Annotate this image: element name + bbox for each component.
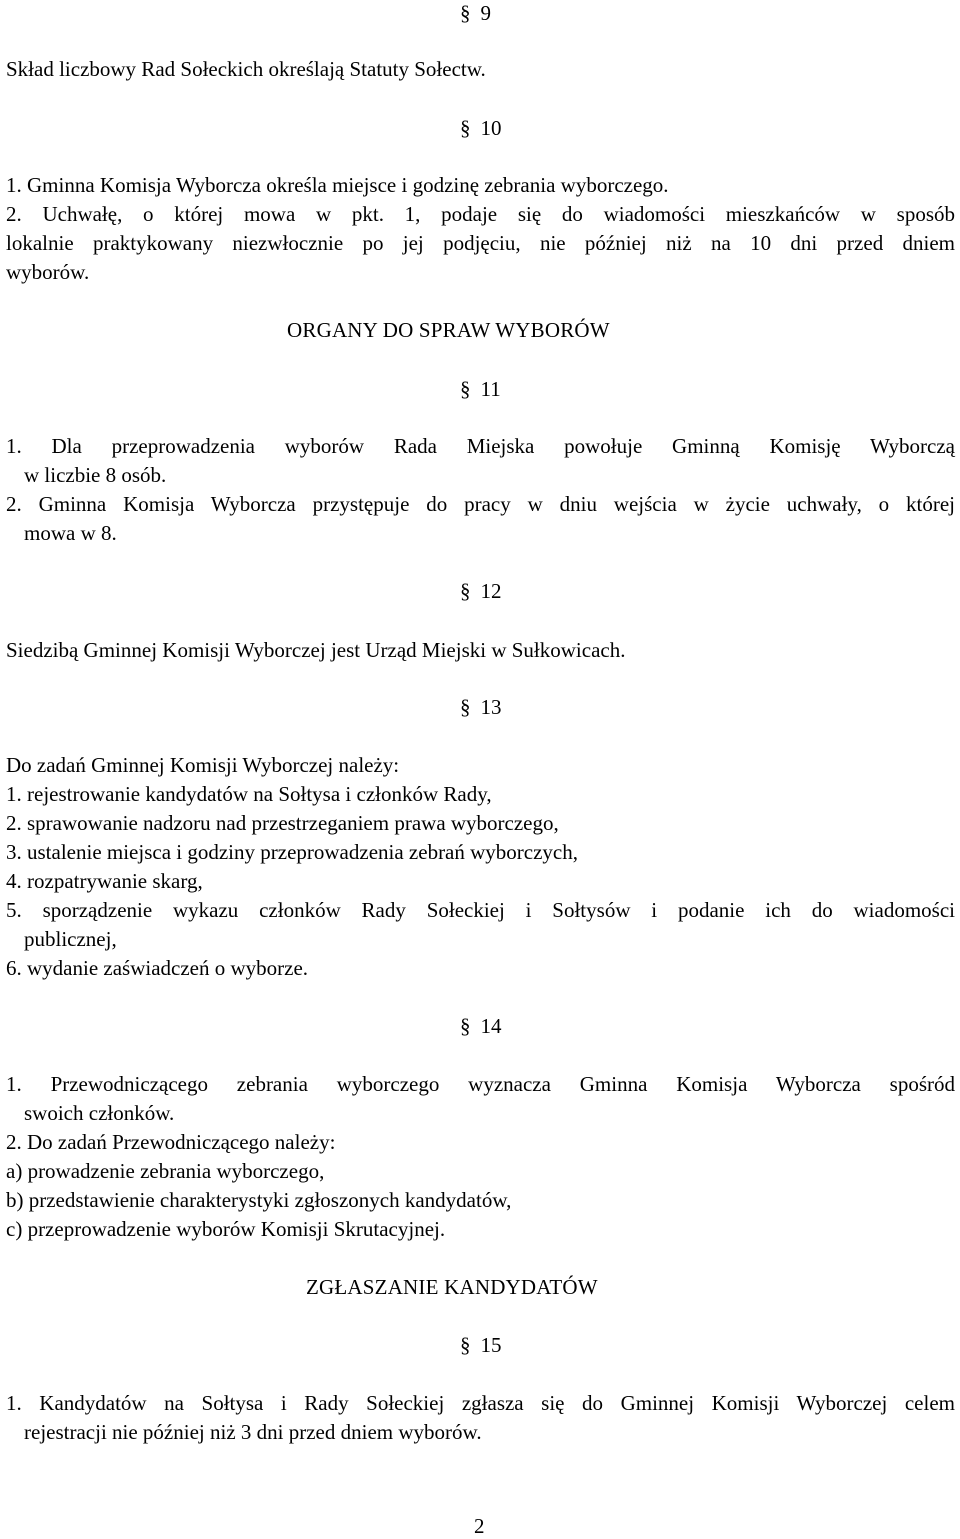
list-item: 5. sporządzenie wykazu członków Rady Sołeckiej i Sołtysów i podanie ich do wiadomości: [6, 898, 955, 922]
section-11-heading: [460, 376, 501, 402]
section-number: 15: [480, 1333, 502, 1357]
section-9-heading: [460, 0, 491, 26]
section-15-line-1: 1. Kandydatów na Sołtysa i Rady Sołeckiej zgłasza się do Gminnej Komisji Wyborczej celem: [6, 1391, 955, 1415]
section-11-line-1: 1. Dla przeprowadzenia wyborów Rada Miejska powołuje Gminną Komisję Wyborczą: [6, 434, 955, 458]
section-13-intro: Do zadań Gminnej Komisji Wyborczej należy:: [6, 753, 400, 777]
section-symbol: §: [460, 1333, 471, 1357]
section-symbol: §: [460, 377, 471, 401]
list-item: 2. sprawowanie nadzoru nad przestrzeganiem prawa wyborczego,: [6, 811, 559, 835]
section-number: 10: [480, 116, 502, 140]
section-11-line-3: 2. Gminna Komisja Wyborcza przystępuje do pracy w dniu wejścia w życie uchwały, o której: [6, 492, 955, 516]
section-11-line-4: mowa w 8.: [24, 521, 117, 545]
section-symbol: §: [460, 116, 471, 140]
section-10-line-4: wyborów.: [6, 260, 90, 284]
section-11-line-2: w liczbie 8 osób.: [24, 463, 167, 487]
list-item: b) przedstawienie charakterystyki zgłoszonych kandydatów,: [6, 1188, 512, 1212]
section-14-line-2: swoich członków.: [24, 1101, 175, 1125]
section-12-text: Siedzibą Gminnej Komisji Wyborczej jest Urząd Miejski w Sułkowicach.: [6, 638, 626, 662]
section-14-line-1: 1. Przewodniczącego zebrania wyborczego wyznacza Gminna Komisja Wyborcza spośród: [6, 1072, 955, 1096]
section-13-heading: [460, 694, 502, 720]
section-symbol: §: [460, 1014, 471, 1038]
section-14-heading: [460, 1013, 502, 1039]
section-10-line-1: 1. Gminna Komisja Wyborcza określa miejsce i godzinę zebrania wyborczego.: [6, 173, 669, 197]
list-item: 1. rejestrowanie kandydatów na Sołtysa i członków Rady,: [6, 782, 492, 806]
list-item: c) przeprowadzenie wyborów Komisji Skrutacyjnej.: [6, 1217, 446, 1241]
section-symbol: §: [460, 695, 471, 719]
section-10-heading: [460, 115, 502, 141]
list-item-continuation: publicznej,: [24, 927, 117, 951]
page-number: 2: [474, 1514, 485, 1538]
section-symbol: §: [460, 1, 471, 25]
section-number: 12: [480, 579, 502, 603]
section-15-heading: [460, 1332, 502, 1358]
section-10-line-3: lokalnie praktykowany niezwłocznie po jej podjęciu, nie później niż na 10 dni przed dniem: [6, 231, 955, 255]
list-item: 6. wydanie zaświadczeń o wyborze.: [6, 956, 309, 980]
section-number: 11: [480, 377, 501, 401]
section-12-heading: [460, 578, 502, 604]
list-item: a) prowadzenie zebrania wyborczego,: [6, 1159, 325, 1183]
list-item: 4. rozpatrywanie skarg,: [6, 869, 203, 893]
section-10-line-2: 2. Uchwałę, o której mowa w pkt. 1, podaje się do wiadomości mieszkańców w sposób: [6, 202, 955, 226]
section-15-line-2: rejestracji nie później niż 3 dni przed dniem wyborów.: [24, 1420, 482, 1444]
section-14-line-3: 2. Do zadań Przewodniczącego należy:: [6, 1130, 336, 1154]
section-number: 14: [480, 1014, 502, 1038]
section-number: 9: [480, 1, 491, 25]
list-item: 3. ustalenie miejsca i godziny przeprowadzenia zebrań wyborczych,: [6, 840, 579, 864]
section-symbol: §: [460, 579, 471, 603]
heading-organy: ORGANY DO SPRAW WYBORÓW: [287, 318, 610, 342]
section-number: 13: [480, 695, 502, 719]
section-9-text: Skład liczbowy Rad Sołeckich określają Statuty Sołectw.: [6, 57, 486, 81]
heading-zglaszanie: ZGŁASZANIE KANDYDATÓW: [306, 1275, 598, 1299]
